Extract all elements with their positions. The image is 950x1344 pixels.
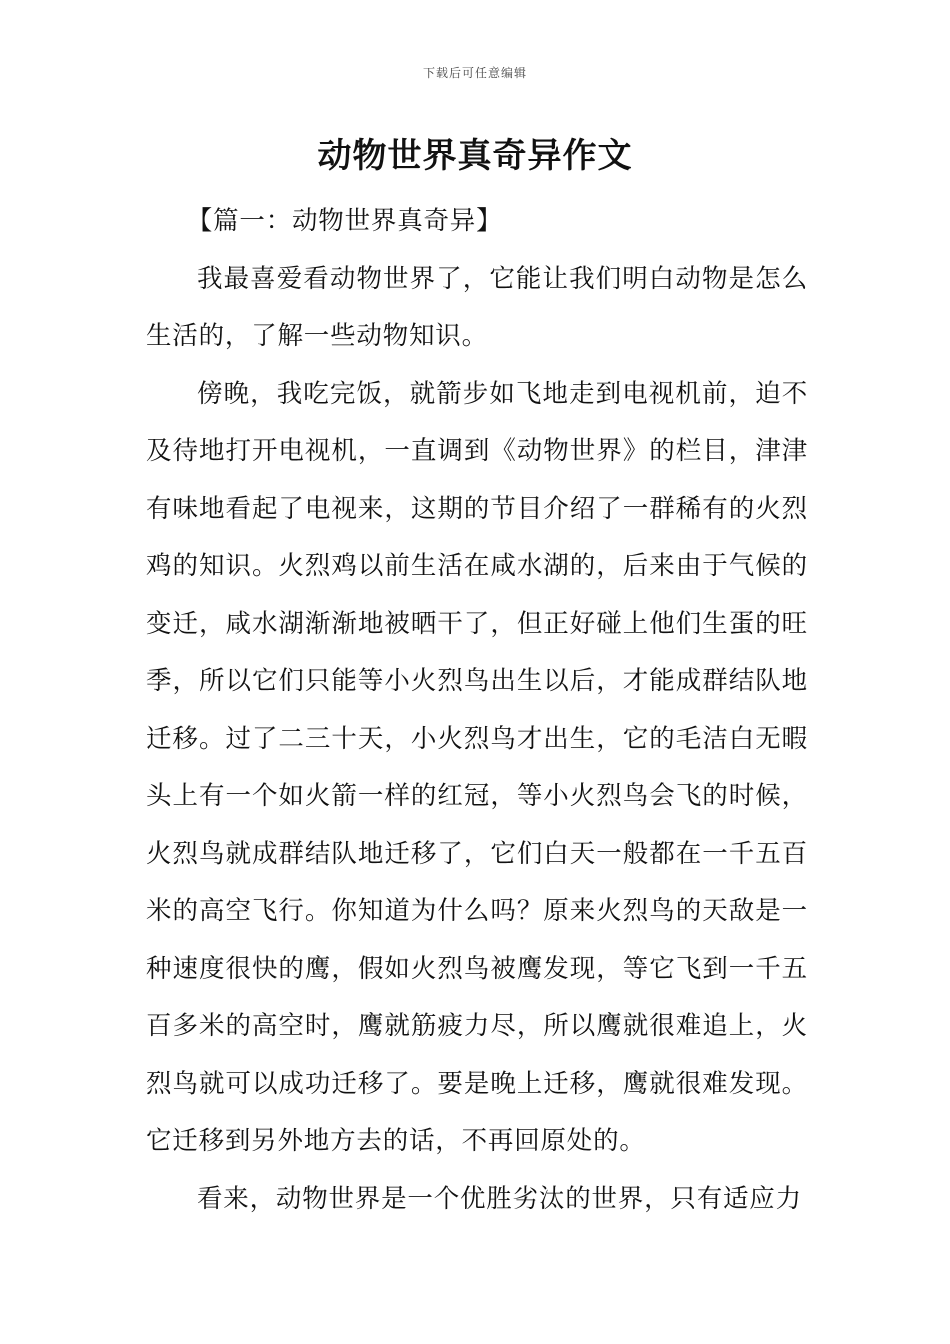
paragraph: 我最喜爱看动物世界了，它能让我们明白动物是怎么生活的，了解一些动物知识。 xyxy=(146,263,808,351)
header-note: 下载后可任意编辑 xyxy=(422,66,527,80)
section-heading: 【篇一：动物世界真奇异】 xyxy=(186,206,503,236)
document-body xyxy=(146,193,808,1228)
paragraph: 看来，动物世界是一个优胜劣汰的世界，只有适应力 xyxy=(197,1183,802,1214)
paragraph: 傍晚，我吃完饭，就箭步如飞地走到电视机前，迫不及待地打开电视机，一直调到《动物世界》的栏目，津津有味地看起了电视来，这期的节目介绍了一群稀有的火烈鸡的知识。火烈鸡以前生活在咸水湖的，后来由于气候的变迁，咸水湖渐渐地被晒干了，但正好碰上他们生蛋的旺季，所以它们只能等小火烈鸟出生以后，才能成群结队地迁移。过了二三十天，小火烈鸟才出生，它的毛洁白无暇头上有一个如火箭一样的红冠，等小火烈鸟会飞的时候，火烈鸟就成群结队地迁移了，它们白天一般都在一千五百米的高空飞行。你知道为什么吗？原来火烈鸟的天敌是一种速度很快的鹰，假如火烈鸟被鹰发现，等它飞到一千五百多米的高空时，鹰就筋疲力尽，所以鹰就很难追上，火烈鸟就可以成功迁移了。要是晚上迁移，鹰就很难发现。它迁移到另外地方去的话，不再回原处的。 xyxy=(146,378,808,1156)
document-title: 动物世界真奇异作文 xyxy=(317,136,633,176)
